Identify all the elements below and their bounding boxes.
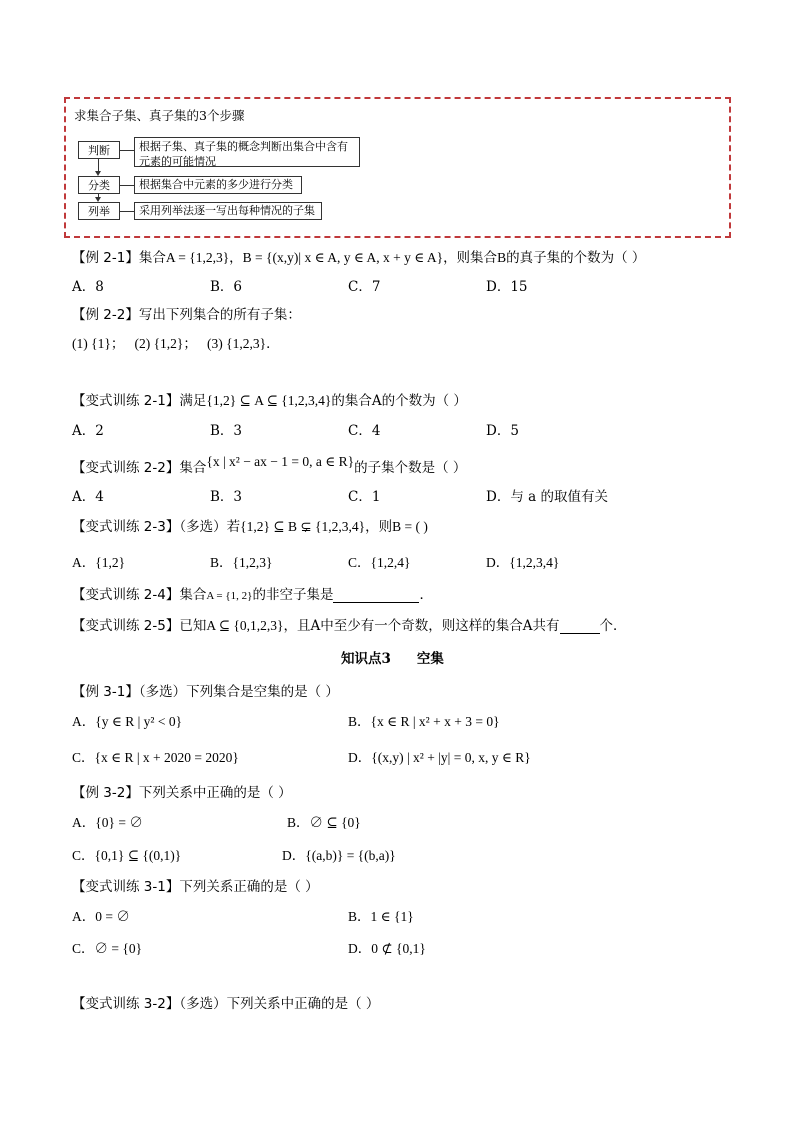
question-text: ，则	[365, 519, 393, 535]
math-expression: {x | x² − ax − 1 = 0, a ∈ R}	[206, 454, 355, 469]
question-text: （多选）下列集合是空集的是（ ）	[138, 684, 339, 700]
option-b: B．3	[210, 489, 243, 505]
option-a: A．8	[72, 279, 104, 295]
question-tag: 【例 2-2】	[72, 307, 139, 323]
example-2-1	[72, 246, 645, 266]
question-text: 的非空子集是	[252, 587, 334, 603]
option-b: B．{x ∈ R | x² + x + 3 = 0}	[348, 714, 500, 729]
subquestion: (3) {1,2,3}．	[207, 336, 280, 351]
question-text: 已知	[179, 618, 207, 634]
question-text: 集合	[138, 250, 166, 266]
option-c: C．4	[348, 423, 381, 439]
math-expression: A = {1,2,3}	[165, 250, 230, 265]
connector-line	[120, 150, 134, 151]
math-expression: {1,2} ⊆ A ⊆ {1,2,3,4}	[206, 393, 332, 408]
math-expression: B = ( )	[392, 519, 428, 534]
question-text: 下列关系中正确的是（ ）	[138, 785, 292, 801]
step-classify-desc: 根据集合中元素的多少进行分类	[134, 176, 302, 194]
question-text: 满足	[179, 393, 207, 409]
variant-2-1	[72, 389, 467, 409]
example-2-2-parts	[72, 332, 280, 352]
example-3-1	[72, 680, 339, 700]
step-judge-desc: 根据子集、真子集的概念判断出集合中含有元素的可能情况	[134, 137, 360, 167]
option-b: B．3	[210, 423, 243, 439]
option-d: D．与 a 的取值有关	[486, 489, 608, 505]
step-judge-box	[78, 141, 120, 159]
option-c: C．∅ = {0}	[72, 941, 143, 956]
math-variable: B	[497, 250, 507, 265]
variant-2-2	[72, 456, 466, 476]
option-a: A．0 = ∅	[72, 909, 130, 924]
option-d: D．{1,2,3,4}	[486, 555, 560, 570]
question-text: ，且A中至少有一个奇数，则这样的集合A共有	[283, 618, 560, 634]
example-3-2	[72, 781, 292, 801]
connector-line	[98, 159, 99, 171]
question-text: 下列关系正确的是（ ）	[179, 879, 319, 895]
question-text: 写出下列集合的所有子集：	[138, 307, 301, 323]
option-a: A．{0} = ∅	[72, 815, 143, 830]
answer-blank[interactable]	[333, 588, 419, 603]
arrow-down-icon	[95, 171, 101, 176]
answer-blank[interactable]	[560, 619, 600, 634]
question-tag: 【变式训练 2-2】	[72, 460, 180, 476]
summary-box	[64, 97, 731, 238]
option-a: A．4	[72, 489, 104, 505]
question-tag: 【例 3-1】	[72, 684, 139, 700]
variant-3-2	[72, 992, 379, 1012]
variant-3-1	[72, 875, 319, 895]
option-a: A．2	[72, 423, 104, 439]
math-expression: A ⊆ {0,1,2,3}	[206, 618, 284, 633]
option-c: C．{x ∈ R | x + 2020 = 2020}	[72, 750, 239, 765]
question-text: 集合	[179, 460, 207, 476]
section-heading	[341, 647, 444, 667]
connector-line	[120, 211, 134, 212]
option-a: A．{y ∈ R | y² < 0}	[72, 714, 183, 729]
question-tag: 【变式训练 3-1】	[72, 879, 180, 895]
step-classify-box	[78, 176, 120, 194]
question-text: （多选）下列关系中正确的是（ ）	[179, 996, 380, 1012]
option-c: C．{1,2,4}	[348, 555, 411, 570]
step-label: 列举	[88, 205, 110, 218]
variant-2-5	[72, 614, 627, 634]
math-expression: A = {1, 2}	[206, 590, 253, 602]
option-d: D．0 ⊄ {0,1}	[348, 941, 426, 956]
arrow-down-icon	[95, 197, 101, 202]
option-d: D．5	[486, 423, 519, 439]
question-text: 的子集个数是（ ）	[354, 460, 467, 476]
step-enumerate-desc: 采用列举法逐一写出每种情况的子集	[134, 202, 322, 220]
math-expression: B = {(x,y)| x ∈ A, y ∈ A, x + y ∈ A}	[242, 250, 444, 265]
question-text: （多选）若	[179, 519, 241, 535]
option-d: D．{(x,y) | x² + |y| = 0, x, y ∈ R}	[348, 750, 531, 765]
question-text: 个．	[599, 618, 627, 634]
question-text: ，	[229, 250, 243, 266]
option-c: C．1	[348, 489, 381, 505]
option-b: B．6	[210, 279, 243, 295]
question-tag: 【例 2-1】	[72, 250, 139, 266]
question-text: ，则集合	[443, 250, 498, 266]
variant-2-3	[72, 515, 428, 535]
question-text: 的集合A的个数为（ ）	[331, 393, 467, 409]
subquestion: (1) {1}；	[72, 336, 125, 351]
question-text: 集合	[179, 587, 207, 603]
option-b: B．{1,2,3}	[210, 555, 273, 570]
question-tag: 【例 3-2】	[72, 785, 139, 801]
connector-line	[120, 185, 134, 186]
section-number: 知识点3	[341, 651, 391, 667]
option-a: A．{1,2}	[72, 555, 126, 570]
question-text: ．	[419, 587, 433, 603]
option-d: D．{(a,b)} = {(b,a)}	[282, 848, 396, 863]
question-tag: 【变式训练 2-1】	[72, 393, 180, 409]
summary-title: 求集合子集、真子集的3个步骤	[74, 108, 245, 123]
question-tag: 【变式训练 2-5】	[72, 618, 180, 634]
step-label: 分类	[88, 179, 110, 192]
step-enumerate-box	[78, 202, 120, 220]
variant-2-4	[72, 583, 433, 603]
math-expression: {1,2} ⊆ B ⊊ {1,2,3,4}	[240, 519, 366, 534]
question-text: 的真子集的个数为（ ）	[506, 250, 646, 266]
option-b: B．1 ∈ {1}	[348, 909, 414, 924]
question-tag: 【变式训练 3-2】	[72, 996, 180, 1012]
option-b: B．∅ ⊆ {0}	[287, 815, 361, 830]
question-tag: 【变式训练 2-4】	[72, 587, 180, 603]
step-label: 判断	[88, 144, 110, 157]
option-d: D．15	[486, 279, 528, 295]
question-tag: 【变式训练 2-3】	[72, 519, 180, 535]
subquestion: (2) {1,2}；	[134, 336, 197, 351]
option-c: C．7	[348, 279, 381, 295]
section-title: 空集	[416, 651, 444, 667]
example-2-2	[72, 303, 301, 323]
option-c: C．{0,1} ⊆ {(0,1)}	[72, 848, 182, 863]
